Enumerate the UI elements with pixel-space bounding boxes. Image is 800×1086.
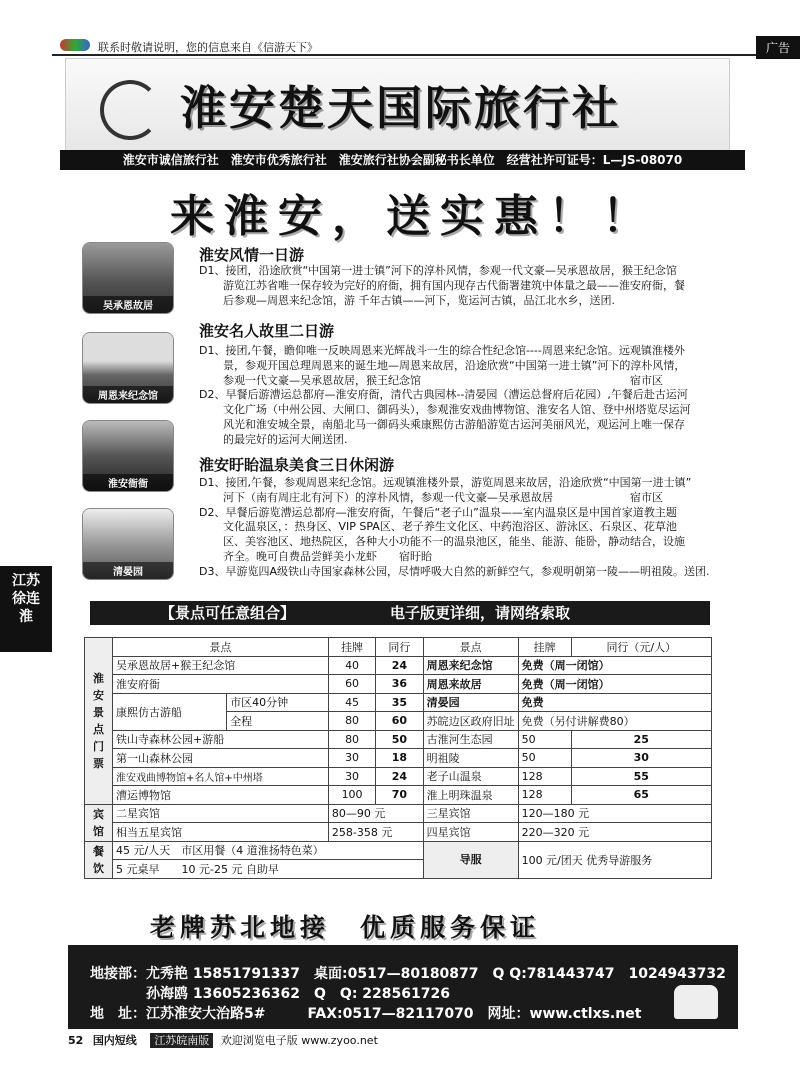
table-row: 漕运博物馆 100 70 淮上明珠温泉 128 65 — [85, 786, 712, 805]
page-footer — [68, 1032, 378, 1048]
contact-line: 孙海鸥 13605236362 Q Q: 228561726 — [90, 986, 450, 1002]
photo-zhou-enlai: 周恩来纪念馆 — [82, 332, 174, 404]
telephone-icon — [674, 985, 718, 1019]
price-table — [84, 637, 712, 879]
table-row: 淮安戏曲博物馆+名人馆+中州塔 30 24 老子山温泉 128 55 — [85, 767, 712, 786]
table-header-row: 淮安景点门票 景点 挂牌 同行 景点 挂牌 同行（元/人） — [85, 638, 712, 657]
service-slogan: 老牌苏北地接 优质服务保证 — [150, 913, 541, 942]
table-row: 宾馆 二星宾馆 80—90 元 三星宾馆 120—180 元 — [85, 804, 712, 823]
section-name: 国内短线 — [92, 1034, 137, 1047]
table-row: 全程 80 60 苏皖边区政府旧址 免费（另付讲解费80） — [85, 712, 712, 731]
photo-qingyan-garden: 清晏园 — [82, 508, 174, 580]
contact-panel — [68, 945, 738, 1029]
table-row: 康熙仿古游船 市区40分钟 45 35 清晏园 免费 — [85, 693, 712, 712]
region-side-tab: 江苏徐连淮 — [0, 566, 52, 652]
table-row: 5 元桌早 10 元-25 元 自助早 — [85, 860, 712, 879]
table-row: 铁山寺森林公园+游船 80 50 古淮河生态园 50 25 — [85, 730, 712, 749]
page-number: 52 — [68, 1034, 84, 1047]
table-row: 吴承恩故居+猴王纪念馆 40 24 周恩来纪念馆 免费（周一闭馆） — [85, 656, 712, 675]
ad-label: 广告 — [756, 36, 800, 59]
agency-logo-icon — [100, 80, 160, 140]
table-row: 第一山森林公园 30 18 明祖陵 50 30 — [85, 749, 712, 768]
edition-label: 江苏皖南版 — [150, 1033, 213, 1048]
tour-title: 淮安盱眙温泉美食三日休闲游 — [199, 456, 395, 474]
table-row: 餐饮 45 元/人天 市区用餐（4 道淮扬特色菜） 导服 100 元/团天 优秀导游服务 — [85, 841, 712, 860]
tour-desc: D1、接团,午餐，瞻仰唯一反映周恩来光辉战斗一生的综合性纪念馆----周恩来纪念馆。远观镇淮楼外 景，参观开国总理周恩来的诞生地—周恩来故居，沿途欣赏“中国第一进士镇”河下的淳朴风情， 参观一代文豪—吴承恩故居，猴王纪念馆 宿市区 D2、早餐后游漕运总都府—淮安府衙，清代古典园林--清晏园（漕运总督府后花园）,午餐后赴古运河 文化广场（中州公园、大闸口、御码头），参观淮安戏曲博物馆、淮安名人馆、登中州塔览尽运河 风光和淮安城全景，南船北马一御码头乘康熙仿古游船游览古运河美丽风光，观运河上唯一保存 的最完好的运河大闸送团. — [199, 344, 691, 446]
table-row: 相当五星宾馆 258-358 元 四星宾馆 220—320 元 — [85, 823, 712, 842]
promo-slogan: 来淮安，送实惠！！ — [170, 191, 656, 242]
source-notice: 联系时敬请说明，您的信息来自《信游天下》 — [98, 41, 318, 54]
photo-yamen: 淮安衙衙 — [82, 420, 174, 492]
photo-wu-chengen: 吴承恩故居 — [82, 242, 174, 314]
combo-banner: 【景点可任意组合】 电子版更详细，请网络索取 — [90, 601, 710, 625]
tour-title: 淮安风情一日游 — [199, 246, 305, 264]
table-row: 淮安府衙 60 36 周恩来故居 免费（周一闭馆） — [85, 675, 712, 694]
tour-title: 淮安名人故里二日游 — [199, 322, 335, 340]
tour-desc: D1、接团,午餐，参观周恩来纪念馆。远观镇淮楼外景，游览周恩来故居，沿途欣赏“中国第一进士镇” 河下（南有周庄北有河下）的淳朴风情，参观一代文豪—吴承恩故居 宿市区 D2、早餐后游览漕运总都府—淮安府衙，午餐后“老子山”温泉——室内温泉区是中国首家道教主题 文化温泉区，：热身区、VIP SPA区、老子养生文化区、中药泡浴区、游泳区、石泉区、花草池 区、美容池区、地热院区，各种大小功能不一的温泉池区，能坐、能游、能卧，静动结合，设施 齐全。晚可自费品尝鲜美小龙虾 宿盱眙 D3、早游览四A级铁山寺国家森林公园，尽情呼吸大自然的新鲜空气，参观明朝第一陵——明祖陵。送团. — [199, 476, 710, 578]
agency-name: 淮安楚天国际旅行社 — [180, 81, 621, 135]
contact-line: 地 址：江苏淮安大治路5# FAX:0517—82117070 网址：www.ctlxs.net — [90, 1006, 642, 1022]
tour-desc: D1、接团，沿途欣赏“中国第一进士镇”河下的淳朴风情，参观一代文豪—吴承恩故居，猴王纪念馆 游览江苏省唯一保存较为完好的府衙，拥有国内现存古代衙署建筑中体量之最——淮安府衙，餐 后参观—周恩来纪念馆，游 千年古镇——河下，览运河古镇，品江北水乡，送团. — [199, 264, 685, 307]
publication-logo-icon — [60, 39, 90, 51]
contact-line: 地接部：尤秀艳 15851791337 桌面:0517—80180877 Q Q:781443747 1024943732 — [90, 966, 726, 982]
agency-credentials: 淮安市诚信旅行社 淮安市优秀旅行社 淮安旅行社协会副秘书长单位 经营社许可证号：L—JS-08070 — [60, 150, 745, 170]
top-bar — [52, 36, 800, 56]
website-note: 欢迎浏览电子版 www.zyoo.net — [220, 1034, 378, 1047]
